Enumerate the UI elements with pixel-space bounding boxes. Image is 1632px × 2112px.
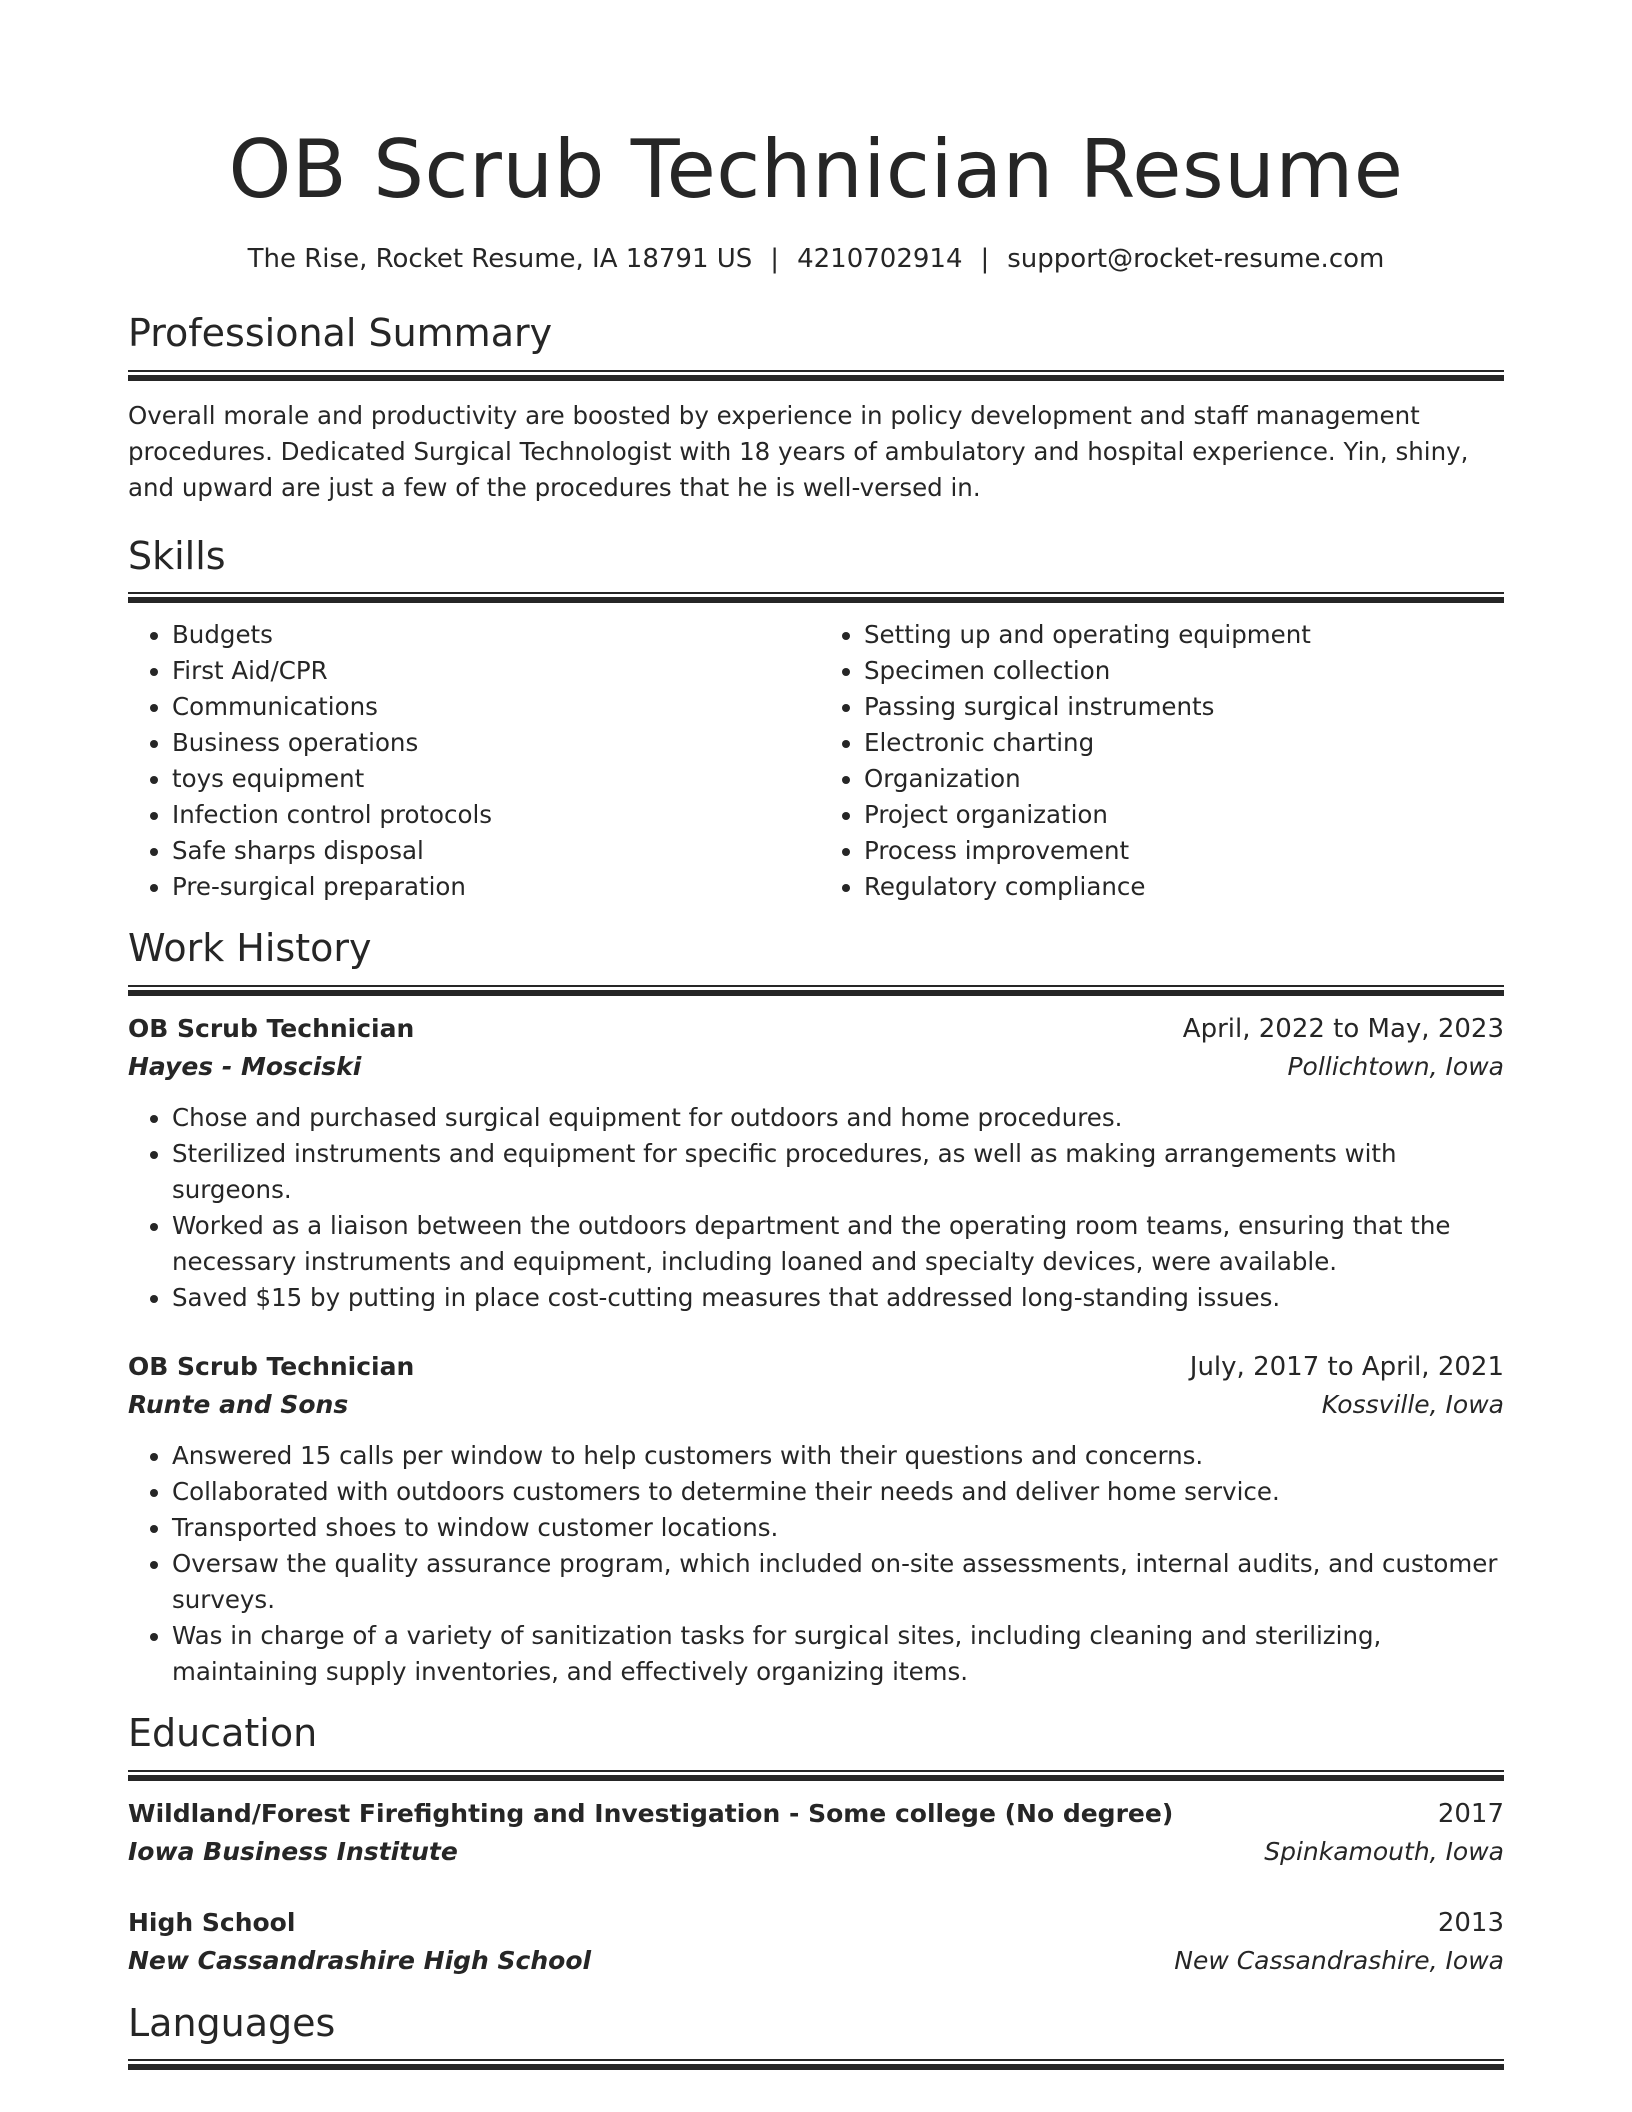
summary-heading: Professional Summary <box>128 311 553 355</box>
job-company: Runte and Sons <box>128 1390 349 1420</box>
education-location: Spinkamouth, Iowa <box>1264 1836 1504 1866</box>
education-subheader <box>128 1942 1504 1980</box>
skill-item: • Pre-surgical preparation <box>172 869 816 905</box>
job-bullet: • Transported shoes to window customer locations. <box>172 1510 1504 1546</box>
education-section <box>128 1712 1504 1980</box>
job-entry <box>128 1348 1504 1690</box>
education-location: New Cassandrashire, Iowa <box>1174 1945 1504 1975</box>
job-bullet: • Sterilized instruments and equipment for specific procedures, as well as making arrangements with surgeons. <box>172 1136 1504 1208</box>
contact-phone: 4210702914 <box>797 244 963 274</box>
job-bullet: • Worked as a liaison between the outdoors department and the operating room teams, ensuring that the necessary instruments and equipment, including loaned and specialty devices, were available. <box>172 1208 1504 1280</box>
skill-item: • Setting up and operating equipment <box>864 617 1504 653</box>
contact-email: support@rocket-resume.com <box>1007 244 1385 274</box>
education-school: New Cassandrashire High School <box>128 1945 592 1975</box>
languages-section <box>128 2002 1504 2071</box>
job-bullet: • Saved $15 by putting in place cost-cutting measures that addressed long-standing issues. <box>172 1280 1504 1316</box>
education-heading: Education <box>128 1711 318 1756</box>
job-bullet: • Chose and purchased surgical equipment for outdoors and home procedures. <box>172 1100 1504 1136</box>
job-bullets <box>128 1438 1504 1690</box>
skill-item: • Process improvement <box>864 833 1504 869</box>
skill-item: • Budgets <box>172 617 816 653</box>
skills-list-left <box>128 617 816 905</box>
contact-separator: | <box>980 244 990 274</box>
job-bullets <box>128 1100 1504 1316</box>
job-title: OB Scrub Technician <box>128 1352 415 1382</box>
job-subheader <box>128 1048 1504 1086</box>
skills-heading: Skills <box>128 533 226 578</box>
job-bullet: • Was in charge of a variety of sanitization tasks for surgical sites, including cleaning and sterilizing, maintaining supply inventories, and effectively organizing items. <box>172 1618 1504 1690</box>
skills-grid <box>128 617 1504 905</box>
skill-item: • Specimen collection <box>864 653 1504 689</box>
contact-line <box>128 244 1504 274</box>
job-bullet: • Answered 15 calls per window to help customers with their questions and concerns. <box>172 1438 1504 1474</box>
job-location: Kossville, Iowa <box>1321 1390 1504 1420</box>
skills-section <box>128 535 1504 906</box>
job-dates: April, 2022 to May, 2023 <box>1182 1014 1504 1045</box>
skill-item: • Regulatory compliance <box>864 869 1504 905</box>
contact-separator: | <box>770 244 780 274</box>
section-divider <box>128 592 1504 603</box>
skill-item: • Organization <box>864 761 1504 797</box>
education-entry <box>128 1795 1504 1871</box>
job-header <box>128 1348 1504 1386</box>
job-title: OB Scrub Technician <box>128 1014 415 1044</box>
job-subheader <box>128 1386 1504 1424</box>
section-divider <box>128 1770 1504 1781</box>
education-entry <box>128 1904 1504 1980</box>
section-divider <box>128 2059 1504 2070</box>
education-degree: Wildland/Forest Firefighting and Investigation - Some college (No degree) <box>128 1798 1174 1828</box>
skill-item: • Business operations <box>172 725 816 761</box>
job-dates: July, 2017 to April, 2021 <box>1189 1352 1504 1383</box>
job-company: Hayes - Mosciski <box>128 1052 362 1082</box>
contact-address: The Rise, Rocket Resume, IA 18791 US <box>247 244 753 274</box>
languages-heading: Languages <box>128 2000 336 2045</box>
skill-item: • Passing surgical instruments <box>864 689 1504 725</box>
education-subheader <box>128 1833 1504 1871</box>
education-header <box>128 1795 1504 1833</box>
education-header <box>128 1904 1504 1942</box>
skill-item: • Infection control protocols <box>172 797 816 833</box>
job-bullet: • Oversaw the quality assurance program, which included on-site assessments, internal audits, and customer surveys. <box>172 1546 1504 1618</box>
skill-item: • Project organization <box>864 797 1504 833</box>
skill-item: • First Aid/CPR <box>172 653 816 689</box>
work-heading: Work History <box>128 926 372 971</box>
section-divider <box>128 985 1504 996</box>
job-location: Pollichtown, Iowa <box>1287 1052 1504 1082</box>
work-section <box>128 927 1504 1690</box>
job-bullet: • Collaborated with outdoors customers to determine their needs and deliver home service. <box>172 1474 1504 1510</box>
resume-title: OB Scrub Technician Resume <box>228 123 1404 216</box>
summary-section <box>128 312 1504 506</box>
education-degree: High School <box>128 1907 296 1937</box>
education-year: 2017 <box>1437 1798 1504 1829</box>
section-divider <box>128 370 1504 381</box>
skill-item: • Electronic charting <box>864 725 1504 761</box>
education-school: Iowa Business Institute <box>128 1836 458 1866</box>
skill-item: • Communications <box>172 689 816 725</box>
job-entry <box>128 1010 1504 1316</box>
job-header <box>128 1010 1504 1048</box>
skill-item: • Safe sharps disposal <box>172 833 816 869</box>
summary-text: Overall morale and productivity are boosted by experience in policy development and staff management procedures. Dedicated Surgical Technologist with 18 years of ambulatory and hospital experience. Yin, shiny, and upward are just a few of the procedures that he is well-versed in. <box>128 400 1469 502</box>
skills-list-right <box>816 617 1504 905</box>
skill-item: • toys equipment <box>172 761 816 797</box>
education-year: 2013 <box>1437 1907 1504 1938</box>
